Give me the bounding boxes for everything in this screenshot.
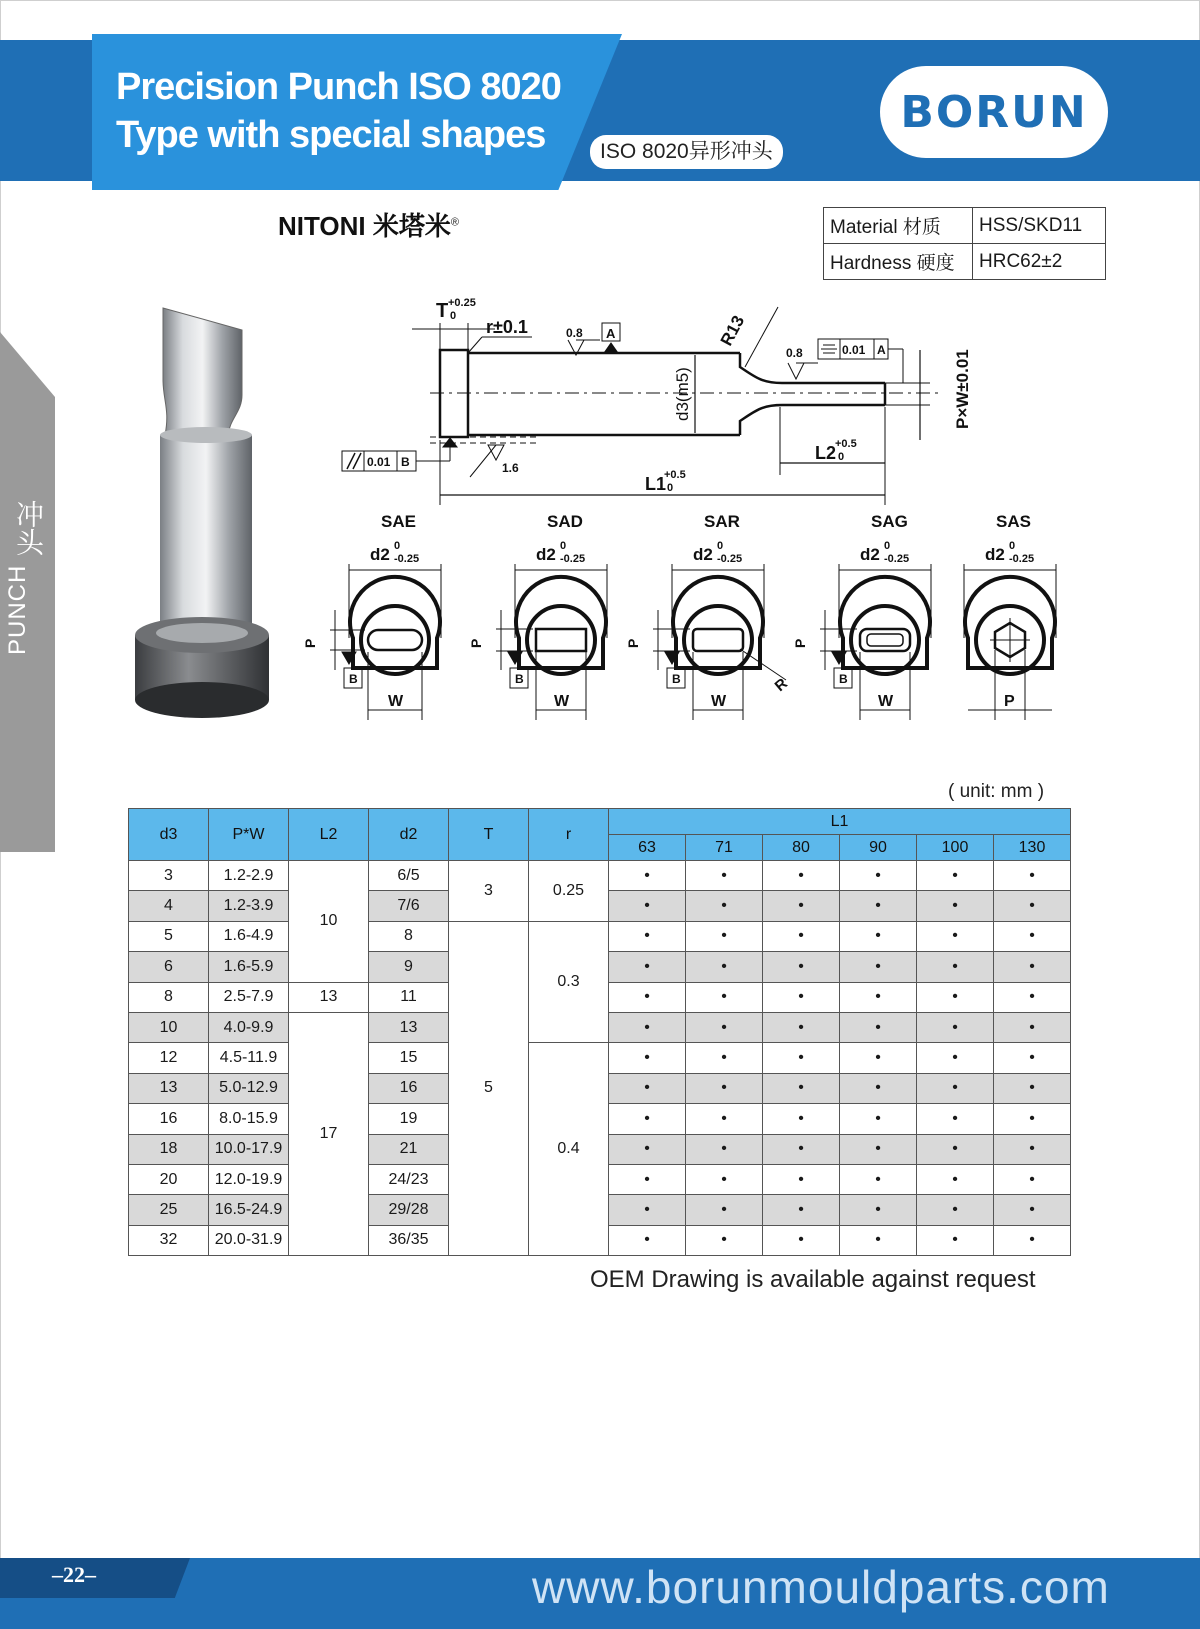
availability-mark: • — [994, 1225, 1071, 1255]
cell-d2: 11 — [369, 982, 449, 1012]
availability-mark: • — [763, 1073, 840, 1103]
cell-r-group: 0.3 — [529, 921, 609, 1043]
t-label: T — [436, 300, 449, 322]
col-header-l1-71: 71 — [686, 835, 763, 861]
cell-d3: 18 — [129, 1134, 209, 1164]
availability-mark: • — [917, 1073, 994, 1103]
shape-name-sas: SAS — [996, 512, 1031, 531]
shape-name-sae: SAE — [381, 512, 416, 531]
spec-table — [128, 808, 1071, 1256]
availability-mark: • — [763, 952, 840, 982]
cell-pw: 4.5-11.9 — [209, 1043, 289, 1073]
availability-mark: • — [994, 891, 1071, 921]
registered-mark: ® — [450, 216, 459, 229]
availability-mark: • — [917, 1225, 994, 1255]
l2-tol-lo: 0 — [838, 451, 845, 463]
cell-d3: 8 — [129, 982, 209, 1012]
availability-mark: • — [609, 1043, 686, 1073]
availability-mark: • — [917, 921, 994, 951]
availability-mark: • — [994, 1043, 1071, 1073]
shape-sar — [625, 512, 791, 720]
availability-mark: • — [994, 1164, 1071, 1194]
cell-d3: 10 — [129, 1012, 209, 1042]
availability-mark: • — [686, 982, 763, 1012]
cell-pw: 1.6-4.9 — [209, 921, 289, 951]
availability-mark: • — [840, 1104, 917, 1134]
logo-text: BORUN — [900, 86, 1088, 138]
brand-name — [278, 206, 459, 243]
d2-tol-lo-sag: -0.25 — [884, 553, 910, 565]
availability-mark: • — [686, 891, 763, 921]
availability-mark: • — [609, 1073, 686, 1103]
hardness-row — [824, 244, 1106, 280]
cell-d2: 21 — [369, 1134, 449, 1164]
availability-mark: • — [609, 1012, 686, 1042]
availability-mark: • — [917, 861, 994, 891]
cell-l2-group: 17 — [289, 1012, 369, 1255]
availability-mark: • — [609, 982, 686, 1012]
l2-tol-hi: +0.5 — [835, 438, 857, 450]
availability-mark: • — [686, 921, 763, 951]
d2-label-sae: d2 — [370, 545, 390, 564]
pw-label: P×W±0.01 — [953, 349, 972, 429]
d2-tol-hi-sad: 0 — [560, 540, 567, 552]
availability-mark: • — [763, 1225, 840, 1255]
availability-mark: • — [994, 1104, 1071, 1134]
side-tab-cn-text: 冲头 — [12, 500, 45, 556]
material-table — [823, 207, 1106, 280]
shape-sae — [302, 512, 441, 720]
availability-mark: • — [763, 982, 840, 1012]
availability-mark: • — [994, 1134, 1071, 1164]
w-label-sag: W — [878, 693, 894, 710]
availability-mark: • — [840, 1134, 917, 1164]
side-tab-en: PUNCH — [4, 564, 31, 655]
table-row — [129, 1043, 1071, 1073]
availability-mark: • — [917, 1134, 994, 1164]
datum-a-1: A — [606, 326, 616, 341]
punch-product-image — [130, 300, 280, 740]
availability-mark: • — [686, 861, 763, 891]
radius-label: R13 — [716, 312, 749, 349]
availability-mark: • — [840, 1195, 917, 1225]
shape-name-sad: SAD — [547, 512, 583, 531]
availability-mark: • — [840, 921, 917, 951]
r-label: r±0.1 — [486, 317, 528, 337]
cell-l2-group: 13 — [289, 982, 369, 1012]
availability-mark: • — [609, 1195, 686, 1225]
r-label-sar: R — [771, 675, 791, 696]
page-title-line1: Precision Punch ISO 8020 — [116, 66, 561, 108]
availability-mark: • — [763, 891, 840, 921]
availability-mark: • — [840, 1012, 917, 1042]
cell-d3: 5 — [129, 921, 209, 951]
subtitle-cn: ISO 8020异形冲头 — [590, 135, 783, 169]
d2-label-sag: d2 — [860, 545, 880, 564]
d2-tol-lo-sae: -0.25 — [394, 553, 420, 565]
t-tol-hi: +0.25 — [448, 297, 476, 309]
cell-d3: 25 — [129, 1195, 209, 1225]
cell-pw: 10.0-17.9 — [209, 1134, 289, 1164]
availability-mark: • — [917, 891, 994, 921]
cell-d3: 12 — [129, 1043, 209, 1073]
cell-d2: 16 — [369, 1073, 449, 1103]
availability-mark: • — [609, 891, 686, 921]
availability-mark: • — [917, 1195, 994, 1225]
d2-tol-hi-sar: 0 — [717, 540, 724, 552]
availability-mark: • — [840, 1073, 917, 1103]
cell-pw: 20.0-31.9 — [209, 1225, 289, 1255]
parallel-tol: 0.01 — [367, 455, 391, 469]
table-row — [129, 921, 1071, 951]
title-panel — [92, 34, 622, 190]
availability-mark: • — [609, 861, 686, 891]
datum-b-1: B — [401, 455, 410, 469]
roughness-3: 1.6 — [502, 461, 519, 475]
availability-mark: • — [763, 1134, 840, 1164]
l1-tol-lo: 0 — [667, 482, 674, 494]
availability-mark: • — [840, 982, 917, 1012]
cell-pw: 1.2-2.9 — [209, 861, 289, 891]
cell-d2: 29/28 — [369, 1195, 449, 1225]
shape-sas — [964, 512, 1056, 720]
cell-d2: 7/6 — [369, 891, 449, 921]
cell-d3: 6 — [129, 952, 209, 982]
cell-t-group: 3 — [449, 861, 529, 922]
col-header-l1-63: 63 — [609, 835, 686, 861]
shape-name-sar: SAR — [704, 512, 740, 531]
col-header-pw: P*W — [209, 809, 289, 861]
roughness-2: 0.8 — [786, 346, 803, 360]
material-row — [824, 208, 1106, 244]
availability-mark: • — [686, 1073, 763, 1103]
cell-pw: 1.6-5.9 — [209, 952, 289, 982]
shape-name-sag: SAG — [871, 512, 908, 531]
availability-mark: • — [686, 1012, 763, 1042]
d3-label: d3(m5) — [673, 367, 692, 421]
d2-tol-hi-sae: 0 — [394, 540, 401, 552]
availability-mark: • — [763, 1104, 840, 1134]
table-row — [129, 861, 1071, 891]
p-label-sar: P — [625, 638, 641, 648]
availability-mark: • — [609, 1225, 686, 1255]
availability-mark: • — [840, 1043, 917, 1073]
hardness-label: Hardness 硬度 — [824, 244, 973, 280]
page-title-line2: Type with special shapes — [116, 114, 546, 156]
cell-d2: 13 — [369, 1012, 449, 1042]
availability-mark: • — [763, 861, 840, 891]
w-label-sae: W — [388, 693, 404, 710]
d2-label-sad: d2 — [536, 545, 556, 564]
availability-mark: • — [686, 1195, 763, 1225]
t-tol-lo: 0 — [450, 310, 457, 322]
d2-tol-hi-sas: 0 — [1009, 540, 1016, 552]
cell-pw: 4.0-9.9 — [209, 1012, 289, 1042]
cell-t-group: 5 — [449, 921, 529, 1255]
col-header-d3: d3 — [129, 809, 209, 861]
cell-d2: 15 — [369, 1043, 449, 1073]
cell-d2: 6/5 — [369, 861, 449, 891]
b-label-sag: B — [839, 672, 848, 686]
availability-mark: • — [917, 1104, 994, 1134]
availability-mark: • — [686, 1104, 763, 1134]
availability-mark: • — [917, 1043, 994, 1073]
b-label-sae: B — [349, 672, 358, 686]
cell-d2: 36/35 — [369, 1225, 449, 1255]
l1-tol-hi: +0.5 — [664, 469, 686, 481]
availability-mark: • — [994, 1195, 1071, 1225]
p-label-sas: P — [1004, 693, 1015, 710]
b-label-sad: B — [515, 672, 524, 686]
p-label-sag: P — [792, 638, 808, 648]
technical-drawing — [300, 295, 1060, 735]
sym-tol: 0.01 — [842, 343, 866, 357]
cell-pw: 1.2-3.9 — [209, 891, 289, 921]
availability-mark: • — [917, 1012, 994, 1042]
cell-d2: 19 — [369, 1104, 449, 1134]
availability-mark: • — [763, 1043, 840, 1073]
cell-d2: 9 — [369, 952, 449, 982]
cell-d3: 16 — [129, 1104, 209, 1134]
borun-logo — [880, 66, 1108, 158]
cell-d2: 24/23 — [369, 1164, 449, 1194]
availability-mark: • — [763, 1012, 840, 1042]
cell-d2: 8 — [369, 921, 449, 951]
availability-mark: • — [840, 861, 917, 891]
hardness-value: HRC62±2 — [973, 244, 1106, 280]
col-header-t: T — [449, 809, 529, 861]
availability-mark: • — [609, 921, 686, 951]
material-label: Material 材质 — [824, 208, 973, 244]
col-header-d2: d2 — [369, 809, 449, 861]
cell-pw: 16.5-24.9 — [209, 1195, 289, 1225]
roughness-1: 0.8 — [566, 326, 583, 340]
shape-sag — [792, 512, 931, 720]
availability-mark: • — [994, 952, 1071, 982]
availability-mark: • — [917, 1164, 994, 1194]
availability-mark: • — [840, 1225, 917, 1255]
brand-text: NITONI 米塔米 — [278, 211, 451, 241]
availability-mark: • — [994, 1073, 1071, 1103]
availability-mark: • — [763, 1164, 840, 1194]
b-label-sar: B — [672, 672, 681, 686]
table-header-row — [129, 809, 1071, 835]
d2-tol-hi-sag: 0 — [884, 540, 891, 552]
cell-pw: 8.0-15.9 — [209, 1104, 289, 1134]
col-header-l2: L2 — [289, 809, 369, 861]
cell-pw: 5.0-12.9 — [209, 1073, 289, 1103]
cell-l2-group: 10 — [289, 861, 369, 983]
cell-d3: 3 — [129, 861, 209, 891]
col-header-r: r — [529, 809, 609, 861]
website-url: www.borunmouldparts.com — [532, 1561, 1110, 1613]
side-tab-cn — [8, 500, 48, 565]
availability-mark: • — [609, 1134, 686, 1164]
cell-pw: 12.0-19.9 — [209, 1164, 289, 1194]
availability-mark: • — [994, 861, 1071, 891]
availability-mark: • — [917, 952, 994, 982]
availability-mark: • — [686, 1134, 763, 1164]
availability-mark: • — [686, 1164, 763, 1194]
d2-tol-lo-sar: -0.25 — [717, 553, 743, 565]
d2-tol-lo-sas: -0.25 — [1009, 553, 1035, 565]
availability-mark: • — [763, 921, 840, 951]
col-header-l1-100: 100 — [917, 835, 994, 861]
cell-d3: 20 — [129, 1164, 209, 1194]
availability-mark: • — [609, 1104, 686, 1134]
p-label-sae: P — [302, 638, 318, 648]
w-label-sar: W — [711, 693, 727, 710]
availability-mark: • — [994, 921, 1071, 951]
oem-note: OEM Drawing is available against request — [590, 1266, 1036, 1293]
col-header-l1: L1 — [609, 809, 1071, 835]
availability-mark: • — [686, 1225, 763, 1255]
cell-d3: 32 — [129, 1225, 209, 1255]
availability-mark: • — [609, 1164, 686, 1194]
cell-r-group: 0.25 — [529, 861, 609, 922]
col-header-l1-90: 90 — [840, 835, 917, 861]
availability-mark: • — [840, 891, 917, 921]
cell-pw: 2.5-7.9 — [209, 982, 289, 1012]
page-number: –22– — [52, 1562, 96, 1587]
l1-label: L1 — [645, 474, 667, 494]
cell-d3: 13 — [129, 1073, 209, 1103]
shape-sad — [468, 512, 607, 720]
availability-mark: • — [994, 1012, 1071, 1042]
availability-mark: • — [609, 952, 686, 982]
material-value: HSS/SKD11 — [973, 208, 1106, 244]
availability-mark: • — [994, 982, 1071, 1012]
cell-r-group: 0.4 — [529, 1043, 609, 1256]
cell-d3: 4 — [129, 891, 209, 921]
availability-mark: • — [917, 982, 994, 1012]
col-header-l1-80: 80 — [763, 835, 840, 861]
d2-tol-lo-sad: -0.25 — [560, 553, 586, 565]
availability-mark: • — [763, 1195, 840, 1225]
col-header-l1-130: 130 — [994, 835, 1071, 861]
datum-a-2: A — [877, 343, 886, 357]
p-label-sad: P — [468, 638, 484, 648]
w-label-sad: W — [554, 693, 570, 710]
availability-mark: • — [686, 1043, 763, 1073]
l2-label: L2 — [815, 443, 837, 463]
availability-mark: • — [840, 1164, 917, 1194]
unit-note: ( unit: mm ) — [948, 781, 1045, 802]
availability-mark: • — [686, 952, 763, 982]
d2-label-sas: d2 — [985, 545, 1005, 564]
d2-label-sar: d2 — [693, 545, 713, 564]
availability-mark: • — [840, 952, 917, 982]
